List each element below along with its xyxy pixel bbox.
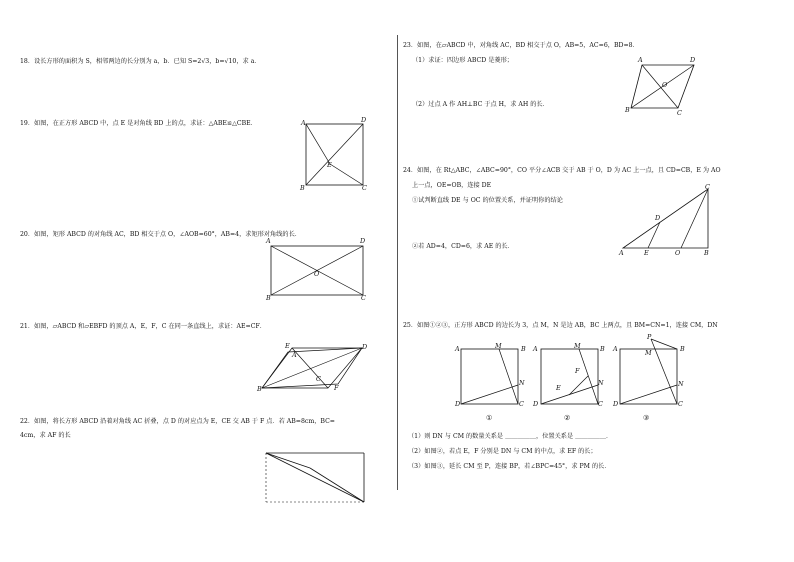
label-D: D	[362, 343, 368, 351]
question-24-line2: 上一点，OE=OB，连接 DE	[412, 182, 492, 189]
label-E: E	[327, 161, 332, 169]
label-C: C	[316, 375, 321, 383]
label-B: B	[521, 345, 526, 353]
question-23-part1: （1）求证：四边形 ABCD 是菱形；	[412, 57, 513, 64]
figure-24	[618, 183, 718, 256]
question-24-line1: 24．如图，在 Rt△ABC，∠ABC=90°，CO 平分∠ACB 交于 AB 于 O，D 为 AC 上一点，且 CD=CB，E 为 AO	[403, 167, 721, 174]
question-25: 25．如图①②③，正方形 ABCD 的边长为 3，点 M，N 是边 AB，BC 上两点，且 BM=CN=1，连接 CM，DN	[403, 322, 718, 329]
figure-22	[262, 448, 372, 510]
label-C: C	[362, 184, 367, 192]
figure-25-1	[458, 342, 523, 407]
label-A: A	[638, 56, 643, 64]
label-M: M	[645, 349, 652, 357]
question-23: 23．如图，在▱ABCD 中，对角线 AC，BD 相交于点 O，AB=5，AC=6，BD=8．	[403, 42, 639, 49]
question-22-line2: 4cm，求 AF 的长	[20, 432, 71, 439]
label-A: A	[619, 249, 624, 257]
figure-caption-2: ②	[564, 414, 571, 422]
question-23-part2: （2）过点 A 作 AH⊥BC 于点 H，求 AH 的长．	[412, 101, 549, 108]
label-A: A	[455, 345, 460, 353]
label-B: B	[600, 345, 605, 353]
label-D: D	[361, 116, 367, 124]
label-B: B	[704, 249, 709, 257]
label-D: D	[360, 237, 366, 245]
label-M: M	[495, 342, 502, 350]
label-D: D	[655, 214, 661, 222]
question-21: 21．如图，▱ABCD 和▱EBFD 的顶点 A，E，F，C 在同一条直线上，求证：AE=CF．	[20, 323, 266, 330]
figure-21	[258, 340, 368, 395]
label-A: A	[266, 237, 271, 245]
figure-25-3	[617, 335, 682, 407]
label-B: B	[257, 385, 262, 393]
label-M: M	[574, 342, 581, 350]
label-C: C	[677, 109, 682, 117]
figure-25-2	[538, 342, 603, 407]
label-C: C	[598, 400, 603, 408]
label-D: D	[613, 400, 619, 408]
question-20: 20．如图，矩形 ABCD 的对角线 AC，BD 相交于点 O，∠AOB=60°，AB=4，求矩形对角线的长．	[20, 231, 301, 238]
label-C: C	[361, 294, 366, 302]
label-N: N	[598, 379, 604, 387]
label-B: B	[266, 294, 271, 302]
label-F: F	[334, 384, 339, 392]
figure-caption-3: ③	[643, 414, 650, 422]
column-divider	[397, 35, 398, 490]
label-A: A	[301, 119, 306, 127]
question-18: 18．设长方形的面积为 S，相邻两边的长分别为 a，b．已知 S=2√3，b=√10，求 a．	[20, 58, 261, 65]
label-A: A	[533, 345, 538, 353]
label-C: C	[678, 400, 683, 408]
label-O: O	[675, 249, 681, 257]
label-B: B	[680, 345, 685, 353]
label-E: E	[644, 249, 649, 257]
question-22-line1: 22．如图，将长方形 ABCD 沿着对角线 AC 折叠，点 D 的对应点为 E，CE 交 AB 于 F 点．若 AB=8cm，BC=	[20, 418, 335, 425]
label-A: A	[292, 351, 297, 359]
label-C: C	[519, 400, 524, 408]
label-D: D	[533, 400, 539, 408]
question-25-part3: （3）如图③，延长 CM 至 P，连接 BP，若∠BPC=45°，求 PM 的长．	[408, 463, 611, 470]
label-D: D	[690, 56, 696, 64]
label-E: E	[556, 384, 561, 392]
label-P: P	[647, 333, 652, 341]
label-B: B	[300, 184, 305, 192]
label-N: N	[519, 379, 525, 387]
label-N: N	[678, 380, 684, 388]
label-E: E	[285, 342, 290, 350]
label-F: F	[575, 367, 580, 375]
label-C: C	[705, 183, 710, 191]
label-O: O	[314, 270, 320, 278]
label-O: O	[662, 81, 668, 89]
label-A: A	[613, 345, 618, 353]
label-D: D	[455, 400, 461, 408]
question-19: 19．如图，在正方形 ABCD 中，点 E 是对角线 BD 上的点，求证：△ABE≌△CBE．	[20, 120, 257, 127]
question-24-part1: ①试判断直线 DE 与 OC 的位置关系，并证明你的结论	[412, 197, 563, 204]
question-25-part1: （1）则 DN 与 CM 的数量关系是 ＿＿＿＿＿，位置关系是 ＿＿＿＿＿．	[408, 433, 613, 440]
label-B: B	[625, 106, 630, 114]
question-25-part2: （2）如图②，若点 E，F 分别是 DN 与 CM 的中点，求 EF 的长；	[408, 448, 597, 455]
figure-caption-1: ①	[486, 414, 493, 422]
question-24-part2: ②若 AD=4，CD=6，求 AE 的长．	[412, 243, 514, 250]
